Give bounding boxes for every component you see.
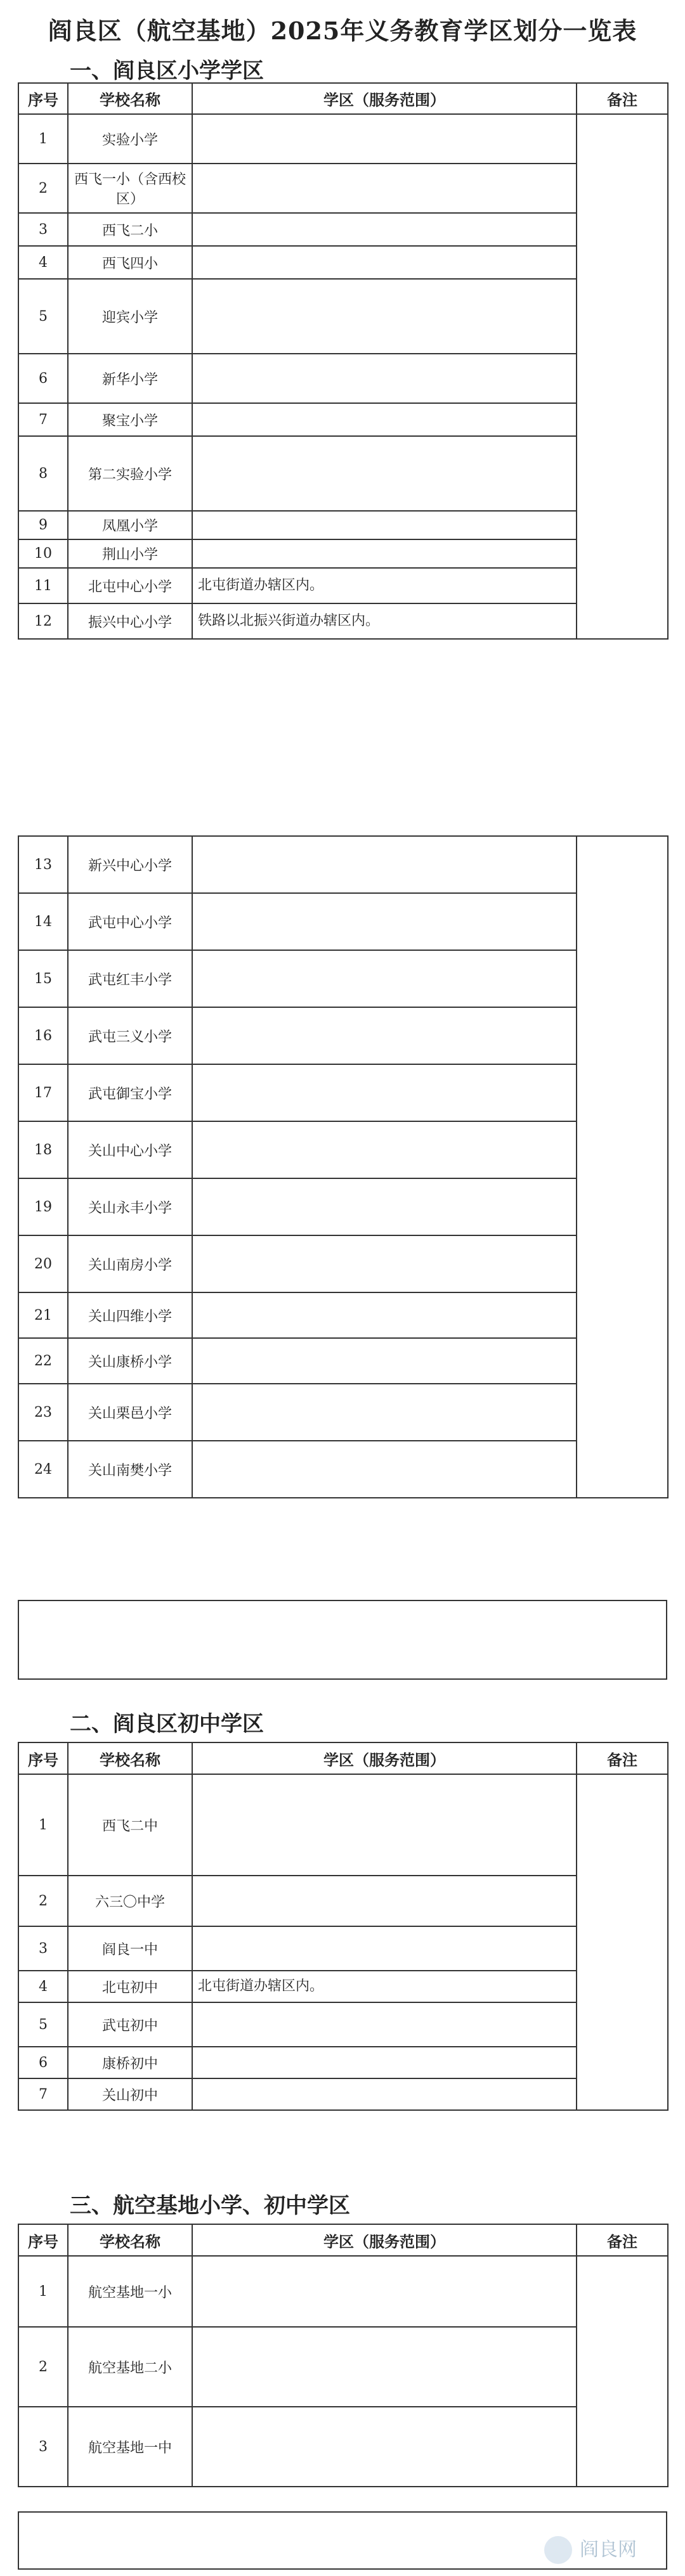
- primary-no: 22: [18, 1338, 68, 1384]
- primary-range: [192, 1384, 577, 1441]
- aviation-header-no: 序号: [18, 2224, 68, 2256]
- primary-range: [192, 893, 577, 950]
- primary-remark: [577, 114, 668, 639]
- section-primary-title: 一、阎良区小学学区: [70, 58, 264, 84]
- middle-range: [192, 2078, 577, 2110]
- primary-row: [18, 279, 668, 354]
- primary-no: 12: [18, 603, 68, 639]
- primary-school: 振兴中心小学: [68, 603, 192, 639]
- middle-row: [18, 2047, 668, 2078]
- primary-no: 2: [18, 164, 68, 213]
- aviation-range: [192, 2327, 577, 2407]
- middle-no: 2: [18, 1876, 68, 1926]
- primary-no: 17: [18, 1064, 68, 1121]
- primary-no: 5: [18, 279, 68, 354]
- middle-range: [192, 1774, 577, 1876]
- middle-range: [192, 1876, 577, 1926]
- primary-row: [18, 1178, 668, 1235]
- middle-school: 武屯初中: [68, 2002, 192, 2047]
- primary-school: 西飞一小（含西校区）: [68, 164, 192, 213]
- primary-range: [192, 1121, 577, 1178]
- primary-school: 关山永丰小学: [68, 1178, 192, 1235]
- aviation-table: [18, 2224, 669, 2487]
- middle-range: [192, 2002, 577, 2047]
- primary-school: 新华小学: [68, 354, 192, 403]
- primary-note: [18, 1600, 667, 1680]
- middle-school: 六三〇中学: [68, 1876, 192, 1926]
- primary-range: [192, 354, 577, 403]
- primary-no: 9: [18, 511, 68, 539]
- aviation-remark: [577, 2256, 668, 2487]
- middle-remark: [577, 1774, 668, 2110]
- primary-school: 实验小学: [68, 114, 192, 164]
- primary-range: [192, 246, 577, 279]
- primary-range: [192, 164, 577, 213]
- primary-row: [18, 950, 668, 1007]
- primary-row: [18, 836, 668, 893]
- primary-range: [192, 539, 577, 568]
- primary-range: [192, 1235, 577, 1292]
- primary-range: [192, 279, 577, 354]
- middle-row: [18, 1774, 668, 1876]
- primary-row: [18, 1292, 668, 1338]
- primary-school: 武屯三义小学: [68, 1007, 192, 1064]
- primary-school: 迎宾小学: [68, 279, 192, 354]
- middle-school: 康桥初中: [68, 2047, 192, 2078]
- primary-no: 4: [18, 246, 68, 279]
- primary-school: 武屯中心小学: [68, 893, 192, 950]
- primary-row: [18, 1235, 668, 1292]
- primary-school: 新兴中心小学: [68, 836, 192, 893]
- aviation-row: [18, 2407, 668, 2487]
- primary-row: [18, 1064, 668, 1121]
- primary-range: [192, 511, 577, 539]
- primary-row: [18, 1384, 668, 1441]
- primary-table-part2: [18, 835, 669, 1498]
- middle-no: 1: [18, 1774, 68, 1876]
- primary-range: [192, 436, 577, 511]
- primary-range: [192, 950, 577, 1007]
- watermark-text: 阎良网: [580, 2539, 637, 2561]
- primary-school: 关山南房小学: [68, 1235, 192, 1292]
- aviation-row: [18, 2327, 668, 2407]
- middle-row: [18, 2078, 668, 2110]
- middle-range: 北屯街道办辖区内。: [192, 1971, 577, 2002]
- primary-no: 15: [18, 950, 68, 1007]
- middle-range: [192, 2047, 577, 2078]
- primary-range: [192, 1338, 577, 1384]
- primary-no: 23: [18, 1384, 68, 1441]
- middle-no: 3: [18, 1926, 68, 1971]
- primary-no: 10: [18, 539, 68, 568]
- primary-no: 1: [18, 114, 68, 164]
- primary-range: 铁路以北振兴街道办辖区内。: [192, 603, 577, 639]
- primary-row: [18, 436, 668, 511]
- page-title: 阎良区（航空基地）2025年义务教育学区划分一览表: [48, 16, 637, 45]
- aviation-header-school: 学校名称: [68, 2224, 192, 2256]
- primary-school: 关山栗邑小学: [68, 1384, 192, 1441]
- primary-range: [192, 1441, 577, 1498]
- primary-range: [192, 403, 577, 436]
- primary-range: 北屯街道办辖区内。: [192, 568, 577, 603]
- primary-no: 6: [18, 354, 68, 403]
- primary-row: [18, 1007, 668, 1064]
- middle-no: 6: [18, 2047, 68, 2078]
- primary-range: [192, 114, 577, 164]
- primary-school: 关山中心小学: [68, 1121, 192, 1178]
- section-middle-title: 二、阎良区初中学区: [70, 1711, 264, 1737]
- primary-row: [18, 893, 668, 950]
- primary-school: 凤凰小学: [68, 511, 192, 539]
- primary-range: [192, 1007, 577, 1064]
- header-range: 学区（服务范围）: [192, 83, 577, 114]
- primary-no: 3: [18, 213, 68, 246]
- primary-school: 关山康桥小学: [68, 1338, 192, 1384]
- primary-row: [18, 568, 668, 603]
- middle-school: 关山初中: [68, 2078, 192, 2110]
- middle-range: [192, 1926, 577, 1971]
- primary-row: [18, 114, 668, 164]
- primary-no: 11: [18, 568, 68, 603]
- middle-no: 4: [18, 1971, 68, 2002]
- header-no: 序号: [18, 83, 68, 114]
- middle-table: [18, 1742, 669, 2111]
- primary-row: [18, 354, 668, 403]
- middle-school: 西飞二中: [68, 1774, 192, 1876]
- primary-no: 20: [18, 1235, 68, 1292]
- primary-row: [18, 511, 668, 539]
- primary-row: [18, 603, 668, 639]
- primary-no: 24: [18, 1441, 68, 1498]
- aviation-no: 3: [18, 2407, 68, 2487]
- primary-row: [18, 213, 668, 246]
- primary-school: 北屯中心小学: [68, 568, 192, 603]
- aviation-row: [18, 2256, 668, 2327]
- middle-no: 7: [18, 2078, 68, 2110]
- middle-row: [18, 2002, 668, 2047]
- aviation-no: 2: [18, 2327, 68, 2407]
- header-remark: 备注: [577, 83, 668, 114]
- aviation-header-remark: 备注: [577, 2224, 668, 2256]
- primary-no: 21: [18, 1292, 68, 1338]
- primary-row: [18, 164, 668, 213]
- middle-header-range: 学区（服务范围）: [192, 1742, 577, 1774]
- middle-row: [18, 1876, 668, 1926]
- primary-row: [18, 539, 668, 568]
- aviation-header-range: 学区（服务范围）: [192, 2224, 577, 2256]
- primary-no: 19: [18, 1178, 68, 1235]
- primary-school: 武屯御宝小学: [68, 1064, 192, 1121]
- primary-range: [192, 836, 577, 893]
- middle-row: [18, 1971, 668, 2002]
- primary-row: [18, 403, 668, 436]
- primary-no: 7: [18, 403, 68, 436]
- primary-school: 西飞四小: [68, 246, 192, 279]
- section-aviation-title: 三、航空基地小学、初中学区: [70, 2193, 350, 2219]
- aviation-no: 1: [18, 2256, 68, 2327]
- middle-no: 5: [18, 2002, 68, 2047]
- primary-range: [192, 1178, 577, 1235]
- primary-no: 13: [18, 836, 68, 893]
- primary-row: [18, 1441, 668, 1498]
- middle-school: 北屯初中: [68, 1971, 192, 2002]
- header-school: 学校名称: [68, 83, 192, 114]
- aviation-school: 航空基地二小: [68, 2327, 192, 2407]
- primary-row: [18, 1338, 668, 1384]
- aviation-school: 航空基地一中: [68, 2407, 192, 2487]
- primary-table-part1: [18, 82, 669, 640]
- primary-remark-part2: [577, 836, 668, 1498]
- middle-row: [18, 1926, 668, 1971]
- middle-header-school: 学校名称: [68, 1742, 192, 1774]
- primary-no: 18: [18, 1121, 68, 1178]
- primary-range: [192, 1064, 577, 1121]
- primary-school: 关山南樊小学: [68, 1441, 192, 1498]
- middle-header-remark: 备注: [577, 1742, 668, 1774]
- primary-no: 16: [18, 1007, 68, 1064]
- primary-no: 14: [18, 893, 68, 950]
- primary-no: 8: [18, 436, 68, 511]
- primary-row: [18, 1121, 668, 1178]
- watermark-logo: [540, 2528, 667, 2572]
- primary-school: 西飞二小: [68, 213, 192, 246]
- primary-school: 关山四维小学: [68, 1292, 192, 1338]
- primary-range: [192, 213, 577, 246]
- middle-school: 阎良一中: [68, 1926, 192, 1971]
- aviation-range: [192, 2407, 577, 2487]
- primary-school: 荆山小学: [68, 539, 192, 568]
- primary-school: 聚宝小学: [68, 403, 192, 436]
- primary-school: 第二实验小学: [68, 436, 192, 511]
- primary-range: [192, 1292, 577, 1338]
- middle-header-no: 序号: [18, 1742, 68, 1774]
- aviation-range: [192, 2256, 577, 2327]
- aviation-school: 航空基地一小: [68, 2256, 192, 2327]
- primary-row: [18, 246, 668, 279]
- primary-school: 武屯红丰小学: [68, 950, 192, 1007]
